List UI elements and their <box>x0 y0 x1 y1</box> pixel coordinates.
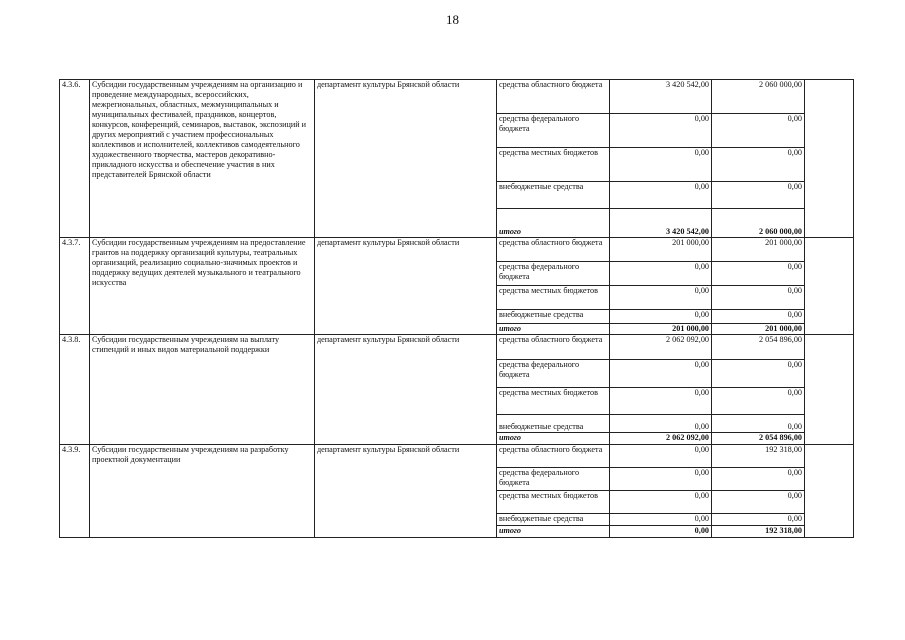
item-description: Субсидии государственным учреждениям на организацию и проведение международных, всероссийских, межрегиональных, областных, межмуниципальных и муниципальных фестивалей, праздников, концертов, конкурсов, конференций, семинаров, выставок, экспозиций и других мероприятий с участием профессиональных коллективов и исполнителей, коллективов самодеятельного художественного творчества, мастеров декоративно-прикладного искусства и обеспечение участия в них представителей Брянской области <box>90 80 315 238</box>
amount-year-2: 0,00 <box>712 388 805 415</box>
item-number: 4.3.9. <box>60 445 90 538</box>
item-executor: департамент культуры Брянской области <box>315 80 497 238</box>
amount-year-2: 201 000,00 <box>712 238 805 262</box>
amount-year-1: 0,00 <box>610 415 712 433</box>
amount-year-2: 192 318,00 <box>712 445 805 468</box>
item-executor: департамент культуры Брянской области <box>315 445 497 538</box>
amount-year-1: 0,00 <box>610 468 712 491</box>
amount-year-2: 0,00 <box>712 360 805 388</box>
amount-year-1: 201 000,00 <box>610 238 712 262</box>
funding-source-total: итого <box>497 324 610 335</box>
amount-year-1: 0,00 <box>610 388 712 415</box>
table-row <box>60 445 854 468</box>
amount-year-2: 0,00 <box>712 415 805 433</box>
funding-source: средства областного бюджета <box>497 335 610 360</box>
funding-source: средства федерального бюджета <box>497 360 610 388</box>
amount-year-1: 0,00 <box>610 262 712 286</box>
amount-year-1: 0,00 <box>610 286 712 310</box>
table-row <box>60 238 854 262</box>
item-executor: департамент культуры Брянской области <box>315 238 497 335</box>
empty-cell <box>805 335 854 445</box>
budget-table <box>59 79 854 538</box>
amount-year-2: 2 054 896,00 <box>712 433 805 445</box>
budget-table-body <box>60 80 854 538</box>
funding-source: средства федерального бюджета <box>497 468 610 491</box>
amount-year-2: 0,00 <box>712 182 805 209</box>
amount-year-2: 0,00 <box>712 114 805 148</box>
amount-year-1: 0,00 <box>610 491 712 514</box>
funding-source: средства местных бюджетов <box>497 491 610 514</box>
funding-source: средства федерального бюджета <box>497 262 610 286</box>
amount-year-1: 0,00 <box>610 514 712 526</box>
item-number: 4.3.8. <box>60 335 90 445</box>
item-number: 4.3.6. <box>60 80 90 238</box>
page-number: 18 <box>446 12 459 27</box>
amount-year-2: 0,00 <box>712 310 805 324</box>
amount-year-2: 0,00 <box>712 468 805 491</box>
funding-source: средства областного бюджета <box>497 238 610 262</box>
amount-year-1: 0,00 <box>610 526 712 538</box>
amount-year-1: 0,00 <box>610 114 712 148</box>
empty-cell <box>805 445 854 538</box>
amount-year-2: 0,00 <box>712 514 805 526</box>
item-number: 4.3.7. <box>60 238 90 335</box>
funding-source: средства федерального бюджета <box>497 114 610 148</box>
funding-source: средства местных бюджетов <box>497 388 610 415</box>
amount-year-2: 0,00 <box>712 262 805 286</box>
empty-cell <box>805 80 854 238</box>
item-description: Субсидии государственным учреждениям на предоставление грантов на поддержку организаций культуры, театральных организаций, реализацию социально-значимых проектов и поддержку ведущих деятелей музыкального и театрального искусства <box>90 238 315 335</box>
amount-year-2: 201 000,00 <box>712 324 805 335</box>
item-description: Субсидии государственным учреждениям на разработку проектной документации <box>90 445 315 538</box>
amount-year-1: 2 062 092,00 <box>610 335 712 360</box>
amount-year-1: 0,00 <box>610 310 712 324</box>
amount-year-1: 0,00 <box>610 182 712 209</box>
amount-year-2: 0,00 <box>712 286 805 310</box>
amount-year-2: 0,00 <box>712 148 805 182</box>
funding-source: внебюджетные средства <box>497 514 610 526</box>
amount-year-1: 2 062 092,00 <box>610 433 712 445</box>
funding-source: средства областного бюджета <box>497 445 610 468</box>
amount-year-1: 201 000,00 <box>610 324 712 335</box>
funding-source: внебюджетные средства <box>497 415 610 433</box>
amount-year-2: 2 060 000,00 <box>712 209 805 238</box>
table-row <box>60 80 854 114</box>
amount-year-1: 3 420 542,00 <box>610 209 712 238</box>
funding-source: средства местных бюджетов <box>497 148 610 182</box>
amount-year-2: 2 054 896,00 <box>712 335 805 360</box>
funding-source-total: итого <box>497 433 610 445</box>
amount-year-2: 192 318,00 <box>712 526 805 538</box>
funding-source: средства местных бюджетов <box>497 286 610 310</box>
item-description: Субсидии государственным учреждениям на выплату стипендий и иных видов материальной поддержки <box>90 335 315 445</box>
funding-source: внебюджетные средства <box>497 310 610 324</box>
amount-year-1: 3 420 542,00 <box>610 80 712 114</box>
funding-source: средства областного бюджета <box>497 80 610 114</box>
empty-cell <box>805 238 854 335</box>
item-executor: департамент культуры Брянской области <box>315 335 497 445</box>
funding-source: внебюджетные средства <box>497 182 610 209</box>
amount-year-1: 0,00 <box>610 148 712 182</box>
amount-year-2: 2 060 000,00 <box>712 80 805 114</box>
funding-source-total: итого <box>497 209 610 238</box>
amount-year-1: 0,00 <box>610 360 712 388</box>
table-row <box>60 335 854 360</box>
funding-source-total: итого <box>497 526 610 538</box>
amount-year-2: 0,00 <box>712 491 805 514</box>
amount-year-1: 0,00 <box>610 445 712 468</box>
